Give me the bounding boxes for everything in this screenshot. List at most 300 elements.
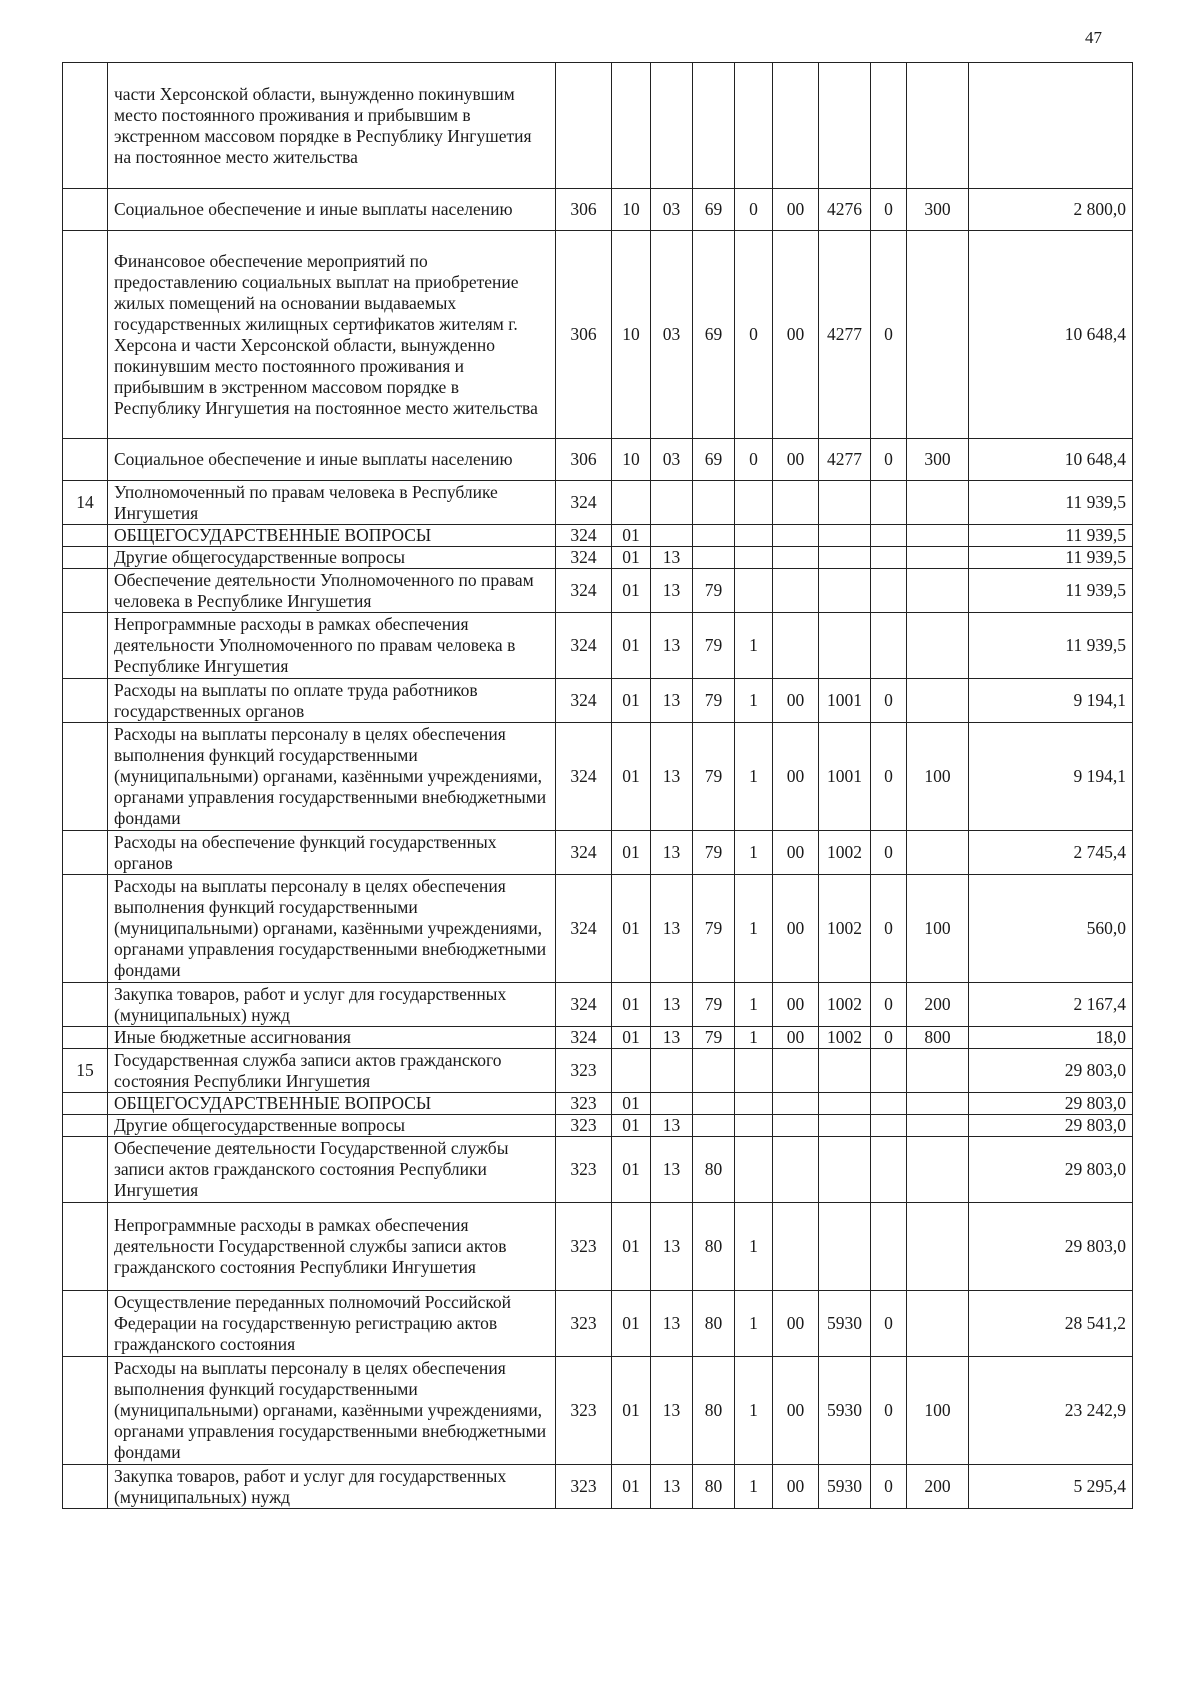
row-number	[63, 831, 108, 875]
direction-code	[819, 1203, 871, 1291]
budget-table	[62, 62, 1133, 1509]
expense-type-code	[907, 547, 969, 569]
direction-code	[819, 63, 871, 189]
subprogram-code	[735, 63, 773, 189]
subsection-code: 13	[651, 569, 693, 613]
ministry-code: 324	[556, 679, 612, 723]
direction-suffix	[871, 1203, 907, 1291]
section-code: 01	[612, 875, 651, 983]
amount: 18,0	[969, 1027, 1133, 1049]
row-number	[63, 723, 108, 831]
expense-type-code: 200	[907, 983, 969, 1027]
expense-type-code	[907, 679, 969, 723]
direction-suffix	[871, 481, 907, 525]
program-code: 80	[693, 1291, 735, 1357]
direction-code	[819, 1115, 871, 1137]
subprogram-code: 1	[735, 1291, 773, 1357]
row-number	[63, 613, 108, 679]
subsection-code: 13	[651, 547, 693, 569]
ministry-code: 324	[556, 569, 612, 613]
ministry-code: 323	[556, 1465, 612, 1509]
direction-code: 1002	[819, 1027, 871, 1049]
main-event-code: 00	[773, 1465, 819, 1509]
program-code: 69	[693, 231, 735, 439]
direction-suffix	[871, 569, 907, 613]
section-code	[612, 63, 651, 189]
amount: 2 167,4	[969, 983, 1133, 1027]
table-row	[63, 1137, 1133, 1203]
expense-type-code	[907, 569, 969, 613]
program-code	[693, 1115, 735, 1137]
ministry-code	[556, 63, 612, 189]
subprogram-code: 1	[735, 1357, 773, 1465]
program-code: 79	[693, 831, 735, 875]
direction-suffix: 0	[871, 983, 907, 1027]
subsection-code: 13	[651, 723, 693, 831]
expense-item-name: Расходы на выплаты персоналу в целях обеспечения выполнения функций государственными (муниципальными) органами, казёнными учреждениями, органами управления государственными внебюджетными фондами	[108, 875, 556, 983]
direction-suffix	[871, 1115, 907, 1137]
main-event-code: 00	[773, 1357, 819, 1465]
expense-item-name: Расходы на выплаты по оплате труда работников государственных органов	[108, 679, 556, 723]
direction-code: 4276	[819, 189, 871, 231]
ministry-code: 324	[556, 613, 612, 679]
subsection-code	[651, 1093, 693, 1115]
direction-suffix: 0	[871, 679, 907, 723]
expense-type-code: 800	[907, 1027, 969, 1049]
program-code: 79	[693, 1027, 735, 1049]
amount: 11 939,5	[969, 613, 1133, 679]
program-code	[693, 481, 735, 525]
amount: 23 242,9	[969, 1357, 1133, 1465]
subsection-code: 13	[651, 679, 693, 723]
ministry-code: 306	[556, 231, 612, 439]
row-number: 15	[63, 1049, 108, 1093]
program-code	[693, 525, 735, 547]
expense-type-code	[907, 613, 969, 679]
subprogram-code: 1	[735, 679, 773, 723]
section-code: 01	[612, 1093, 651, 1115]
ministry-code: 323	[556, 1203, 612, 1291]
program-code: 79	[693, 983, 735, 1027]
row-number	[63, 1115, 108, 1137]
table-row	[63, 1093, 1133, 1115]
direction-code	[819, 547, 871, 569]
program-code: 79	[693, 679, 735, 723]
direction-code	[819, 1093, 871, 1115]
subprogram-code	[735, 1115, 773, 1137]
amount: 9 194,1	[969, 679, 1133, 723]
amount: 560,0	[969, 875, 1133, 983]
direction-code: 1001	[819, 723, 871, 831]
row-number	[63, 983, 108, 1027]
subsection-code: 13	[651, 875, 693, 983]
expense-item-name: Непрограммные расходы в рамках обеспечения деятельности Государственной службы записи актов гражданского состояния Республики Ингушетия	[108, 1203, 556, 1291]
amount: 11 939,5	[969, 525, 1133, 547]
ministry-code: 323	[556, 1137, 612, 1203]
direction-suffix: 0	[871, 189, 907, 231]
direction-code: 1001	[819, 679, 871, 723]
expense-type-code	[907, 1115, 969, 1137]
section-code: 01	[612, 1291, 651, 1357]
ministry-code: 323	[556, 1049, 612, 1093]
ministry-code: 324	[556, 1027, 612, 1049]
expense-item-name: ОБЩЕГОСУДАРСТВЕННЫЕ ВОПРОСЫ	[108, 1093, 556, 1115]
ministry-code: 323	[556, 1093, 612, 1115]
page-number: 47	[1085, 28, 1102, 47]
row-number	[63, 547, 108, 569]
expense-item-name: Другие общегосударственные вопросы	[108, 1115, 556, 1137]
program-code: 79	[693, 569, 735, 613]
subsection-code: 13	[651, 1465, 693, 1509]
expense-item-name: Расходы на выплаты персоналу в целях обеспечения выполнения функций государственными (муниципальными) органами, казёнными учреждениями, органами управления государственными внебюджетными фондами	[108, 723, 556, 831]
direction-suffix	[871, 547, 907, 569]
amount: 11 939,5	[969, 481, 1133, 525]
ministry-code: 306	[556, 189, 612, 231]
expense-item-name: Закупка товаров, работ и услуг для государственных (муниципальных) нужд	[108, 1465, 556, 1509]
subsection-code: 03	[651, 189, 693, 231]
subsection-code: 03	[651, 439, 693, 481]
row-number	[63, 525, 108, 547]
expense-item-name: Закупка товаров, работ и услуг для государственных (муниципальных) нужд	[108, 983, 556, 1027]
expense-type-code	[907, 1203, 969, 1291]
program-code: 79	[693, 613, 735, 679]
table-row	[63, 1049, 1133, 1093]
section-code: 01	[612, 723, 651, 831]
ministry-code: 324	[556, 525, 612, 547]
expense-type-code: 300	[907, 189, 969, 231]
expense-type-code	[907, 1093, 969, 1115]
expense-type-code	[907, 63, 969, 189]
direction-code	[819, 613, 871, 679]
main-event-code: 00	[773, 1027, 819, 1049]
direction-code: 4277	[819, 439, 871, 481]
section-code: 01	[612, 679, 651, 723]
direction-suffix: 0	[871, 231, 907, 439]
main-event-code: 00	[773, 875, 819, 983]
main-event-code	[773, 1049, 819, 1093]
expense-type-code: 100	[907, 1357, 969, 1465]
ministry-code: 324	[556, 481, 612, 525]
program-code: 80	[693, 1465, 735, 1509]
direction-suffix	[871, 525, 907, 547]
expense-type-code: 200	[907, 1465, 969, 1509]
direction-suffix	[871, 1049, 907, 1093]
direction-code	[819, 1049, 871, 1093]
subsection-code	[651, 63, 693, 189]
expense-type-code	[907, 1049, 969, 1093]
section-code: 01	[612, 613, 651, 679]
expense-type-code	[907, 525, 969, 547]
expense-item-name: Обеспечение деятельности Государственной службы записи актов гражданского состояния Республики Ингушетия	[108, 1137, 556, 1203]
table-row	[63, 831, 1133, 875]
expense-item-name: Уполномоченный по правам человека в Республике Ингушетия	[108, 481, 556, 525]
section-code: 01	[612, 831, 651, 875]
expense-type-code	[907, 1137, 969, 1203]
program-code: 80	[693, 1137, 735, 1203]
amount: 29 803,0	[969, 1115, 1133, 1137]
direction-suffix	[871, 1093, 907, 1115]
subprogram-code: 1	[735, 1203, 773, 1291]
direction-suffix	[871, 63, 907, 189]
section-code	[612, 1049, 651, 1093]
amount: 10 648,4	[969, 439, 1133, 481]
program-code: 69	[693, 189, 735, 231]
subsection-code: 13	[651, 1203, 693, 1291]
direction-code: 5930	[819, 1357, 871, 1465]
subsection-code: 13	[651, 1291, 693, 1357]
direction-suffix: 0	[871, 1465, 907, 1509]
amount: 29 803,0	[969, 1137, 1133, 1203]
amount: 2 800,0	[969, 189, 1133, 231]
subsection-code: 13	[651, 1137, 693, 1203]
expense-type-code	[907, 831, 969, 875]
direction-suffix: 0	[871, 1291, 907, 1357]
table-row	[63, 569, 1133, 613]
subprogram-code: 1	[735, 1027, 773, 1049]
direction-code	[819, 525, 871, 547]
row-number	[63, 189, 108, 231]
program-code: 80	[693, 1357, 735, 1465]
ministry-code: 324	[556, 983, 612, 1027]
program-code: 80	[693, 1203, 735, 1291]
subprogram-code	[735, 481, 773, 525]
table-row	[63, 63, 1133, 189]
subsection-code: 13	[651, 1357, 693, 1465]
expense-item-name: Другие общегосударственные вопросы	[108, 547, 556, 569]
program-code: 69	[693, 439, 735, 481]
subsection-code: 13	[651, 1115, 693, 1137]
program-code	[693, 1049, 735, 1093]
section-code	[612, 481, 651, 525]
direction-code: 5930	[819, 1291, 871, 1357]
row-number	[63, 231, 108, 439]
section-code: 01	[612, 569, 651, 613]
program-code	[693, 63, 735, 189]
ministry-code: 306	[556, 439, 612, 481]
amount: 10 648,4	[969, 231, 1133, 439]
section-code: 10	[612, 231, 651, 439]
subprogram-code: 0	[735, 231, 773, 439]
main-event-code: 00	[773, 679, 819, 723]
expense-item-name: Обеспечение деятельности Уполномоченного по правам человека в Республике Ингушетия	[108, 569, 556, 613]
direction-suffix: 0	[871, 1357, 907, 1465]
direction-code: 4277	[819, 231, 871, 439]
ministry-code: 324	[556, 875, 612, 983]
section-code: 01	[612, 1027, 651, 1049]
row-number	[63, 1027, 108, 1049]
direction-suffix	[871, 613, 907, 679]
table-row	[63, 189, 1133, 231]
amount: 29 803,0	[969, 1093, 1133, 1115]
expense-item-name: Социальное обеспечение и иные выплаты населению	[108, 189, 556, 231]
expense-item-name: Осуществление переданных полномочий Российской Федерации на государственную регистрацию актов гражданского состояния	[108, 1291, 556, 1357]
section-code: 01	[612, 1465, 651, 1509]
row-number	[63, 439, 108, 481]
main-event-code	[773, 569, 819, 613]
amount: 9 194,1	[969, 723, 1133, 831]
direction-suffix: 0	[871, 875, 907, 983]
table-row	[63, 1357, 1133, 1465]
main-event-code: 00	[773, 831, 819, 875]
row-number	[63, 569, 108, 613]
direction-code: 1002	[819, 983, 871, 1027]
subprogram-code	[735, 547, 773, 569]
subsection-code	[651, 1049, 693, 1093]
amount	[969, 63, 1133, 189]
amount: 5 295,4	[969, 1465, 1133, 1509]
subsection-code	[651, 525, 693, 547]
main-event-code: 00	[773, 189, 819, 231]
expense-item-name: Финансовое обеспечение мероприятий по предоставлению социальных выплат на приобретение жилых помещений на основании выдаваемых государственных жилищных сертификатов жителям г. Херсона и части Херсонской области, вынужденно покинувшим место постоянного проживания и прибывшим в экстренном массовом порядке в Республику Ингушетия на постоянное место жительства	[108, 231, 556, 439]
direction-suffix: 0	[871, 439, 907, 481]
table-row	[63, 1027, 1133, 1049]
expense-item-name: Непрограммные расходы в рамках обеспечения деятельности Уполномоченного по правам человека в Республике Ингушетия	[108, 613, 556, 679]
main-event-code	[773, 1137, 819, 1203]
main-event-code	[773, 63, 819, 189]
section-code: 01	[612, 1357, 651, 1465]
section-code: 01	[612, 1203, 651, 1291]
direction-code: 5930	[819, 1465, 871, 1509]
row-number	[63, 1203, 108, 1291]
expense-type-code	[907, 231, 969, 439]
section-code: 01	[612, 1137, 651, 1203]
ministry-code: 323	[556, 1115, 612, 1137]
section-code: 01	[612, 983, 651, 1027]
table-row	[63, 613, 1133, 679]
row-number	[63, 1137, 108, 1203]
subsection-code: 13	[651, 613, 693, 679]
table-row	[63, 481, 1133, 525]
program-code: 79	[693, 723, 735, 831]
direction-code	[819, 569, 871, 613]
table-row	[63, 1115, 1133, 1137]
main-event-code	[773, 613, 819, 679]
subsection-code	[651, 481, 693, 525]
subprogram-code: 0	[735, 189, 773, 231]
row-number	[63, 1357, 108, 1465]
ministry-code: 323	[556, 1291, 612, 1357]
main-event-code: 00	[773, 231, 819, 439]
table-row	[63, 875, 1133, 983]
ministry-code: 323	[556, 1357, 612, 1465]
main-event-code	[773, 1115, 819, 1137]
main-event-code	[773, 525, 819, 547]
row-number	[63, 875, 108, 983]
main-event-code	[773, 1203, 819, 1291]
table-row	[63, 1291, 1133, 1357]
row-number	[63, 63, 108, 189]
direction-code: 1002	[819, 875, 871, 983]
subprogram-code	[735, 1049, 773, 1093]
ministry-code: 324	[556, 547, 612, 569]
row-number	[63, 1291, 108, 1357]
row-number	[63, 679, 108, 723]
amount: 11 939,5	[969, 569, 1133, 613]
amount: 29 803,0	[969, 1203, 1133, 1291]
row-number	[63, 1093, 108, 1115]
direction-code	[819, 1137, 871, 1203]
main-event-code: 00	[773, 723, 819, 831]
expense-item-name: ОБЩЕГОСУДАРСТВЕННЫЕ ВОПРОСЫ	[108, 525, 556, 547]
direction-code: 1002	[819, 831, 871, 875]
section-code: 01	[612, 547, 651, 569]
expense-type-code	[907, 1291, 969, 1357]
ministry-code: 324	[556, 831, 612, 875]
amount: 28 541,2	[969, 1291, 1133, 1357]
table-row	[63, 983, 1133, 1027]
subprogram-code: 1	[735, 613, 773, 679]
main-event-code	[773, 481, 819, 525]
expense-type-code	[907, 481, 969, 525]
subprogram-code: 1	[735, 831, 773, 875]
expense-type-code: 300	[907, 439, 969, 481]
subprogram-code	[735, 1093, 773, 1115]
row-number	[63, 1465, 108, 1509]
table-row	[63, 547, 1133, 569]
budget-rows	[63, 63, 1133, 1509]
main-event-code	[773, 1093, 819, 1115]
program-code: 79	[693, 875, 735, 983]
subprogram-code: 1	[735, 1465, 773, 1509]
ministry-code: 324	[556, 723, 612, 831]
expense-item-name: Расходы на обеспечение функций государственных органов	[108, 831, 556, 875]
main-event-code: 00	[773, 1291, 819, 1357]
amount: 11 939,5	[969, 547, 1133, 569]
direction-suffix: 0	[871, 723, 907, 831]
amount: 2 745,4	[969, 831, 1133, 875]
subsection-code: 13	[651, 1027, 693, 1049]
section-code: 01	[612, 1115, 651, 1137]
subsection-code: 13	[651, 983, 693, 1027]
subprogram-code	[735, 569, 773, 613]
expense-item-name: части Херсонской области, вынужденно покинувшим место постоянного проживания и прибывшим в экстренном массовом порядке в Республику Ингушетия на постоянное место жительства	[108, 63, 556, 189]
program-code	[693, 1093, 735, 1115]
table-row	[63, 1203, 1133, 1291]
section-code: 10	[612, 439, 651, 481]
table-row	[63, 231, 1133, 439]
subprogram-code	[735, 1137, 773, 1203]
program-code	[693, 547, 735, 569]
amount: 29 803,0	[969, 1049, 1133, 1093]
subsection-code: 13	[651, 831, 693, 875]
direction-suffix	[871, 1137, 907, 1203]
direction-suffix: 0	[871, 831, 907, 875]
subprogram-code: 1	[735, 983, 773, 1027]
direction-suffix: 0	[871, 1027, 907, 1049]
expense-type-code: 100	[907, 875, 969, 983]
main-event-code	[773, 547, 819, 569]
table-row	[63, 525, 1133, 547]
main-event-code: 00	[773, 983, 819, 1027]
table-row	[63, 439, 1133, 481]
section-code: 01	[612, 525, 651, 547]
subprogram-code: 0	[735, 439, 773, 481]
expense-item-name: Государственная служба записи актов гражданского состояния Республики Ингушетия	[108, 1049, 556, 1093]
direction-code	[819, 481, 871, 525]
table-row	[63, 723, 1133, 831]
table-row	[63, 1465, 1133, 1509]
section-code: 10	[612, 189, 651, 231]
main-event-code: 00	[773, 439, 819, 481]
expense-item-name: Расходы на выплаты персоналу в целях обеспечения выполнения функций государственными (муниципальными) органами, казёнными учреждениями, органами управления государственными внебюджетными фондами	[108, 1357, 556, 1465]
subprogram-code: 1	[735, 875, 773, 983]
expense-item-name: Социальное обеспечение и иные выплаты населению	[108, 439, 556, 481]
subprogram-code	[735, 525, 773, 547]
expense-item-name: Иные бюджетные ассигнования	[108, 1027, 556, 1049]
subsection-code: 03	[651, 231, 693, 439]
row-number: 14	[63, 481, 108, 525]
subprogram-code: 1	[735, 723, 773, 831]
